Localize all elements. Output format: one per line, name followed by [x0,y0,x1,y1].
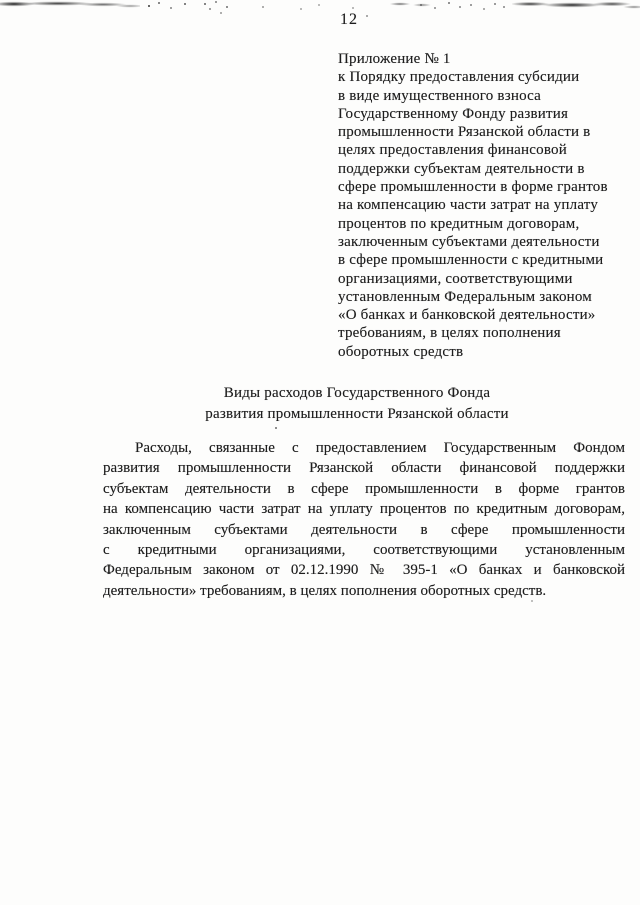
paragraph-line: Расходы, связанные с предоставлением Государственным Фондом [135,440,625,456]
appendix-line: заключенным субъектами деятельности [338,233,600,250]
paragraph-line: развития промышленности Рязанской области финансовой поддержки [103,460,625,477]
appendix-line: требованиям, в целях пополнения [338,325,561,342]
appendix-line: сфере промышленности в форме грантов [338,179,608,196]
paragraph-line: на компенсацию части затрат на уплату процентов по кредитным договорам, [103,501,625,518]
section-heading [96,383,618,425]
scan-smudge-artifact [0,0,140,11]
appendix-line: поддержки субъектам деятельности в [338,160,585,177]
appendix-line: на компенсацию части затрат на уплату [338,197,599,214]
heading-line: Виды расходов Государственного Фонда [223,385,491,401]
scan-smudge-artifact [512,0,640,13]
appendix-line: установленным Федеральным законом [338,288,592,305]
paragraph-line: с кредитными организациями, соответствующими установленным [103,541,625,558]
appendix-line: в виде имущественного взноса [338,87,542,104]
page-number: 12 [340,11,358,28]
appendix-line: промышленности Рязанской области в [338,124,591,141]
paragraph-line: Федеральным законом от 02.12.1990 № 395-1 «О банках и банковской [103,562,625,579]
appendix-line: Приложение № 1 [338,51,451,67]
appendix-line: целях предоставления финансовой [338,142,567,159]
appendix-line: оборотных средств [338,343,464,360]
paragraph-line: заключенным субъектами деятельности в сфере промышленности [103,521,625,538]
appendix-line: организациями, соответствующими [338,270,573,287]
appendix-line: в сфере промышленности с кредитными [338,252,604,269]
appendix-line: Государственному Фонду развития [338,105,569,122]
scan-smudge-artifact [390,1,435,9]
heading-line: развития промышленности Рязанской области [205,406,509,422]
appendix-line: «О банках и банковской деятельности» [338,307,596,324]
appendix-line: к Порядку предоставления субсидии [338,69,580,86]
scan-speck-artifacts [0,0,2,2]
appendix-line: процентов по кредитным договорам, [338,215,580,232]
paragraph-line: субъектам деятельности в сфере промышленности в форме грантов [103,480,625,497]
body-paragraph [103,438,625,601]
paragraph-line: деятельности» требованиям, в целях пополнения оборотных средств. [103,582,547,599]
appendix-block [338,50,633,361]
